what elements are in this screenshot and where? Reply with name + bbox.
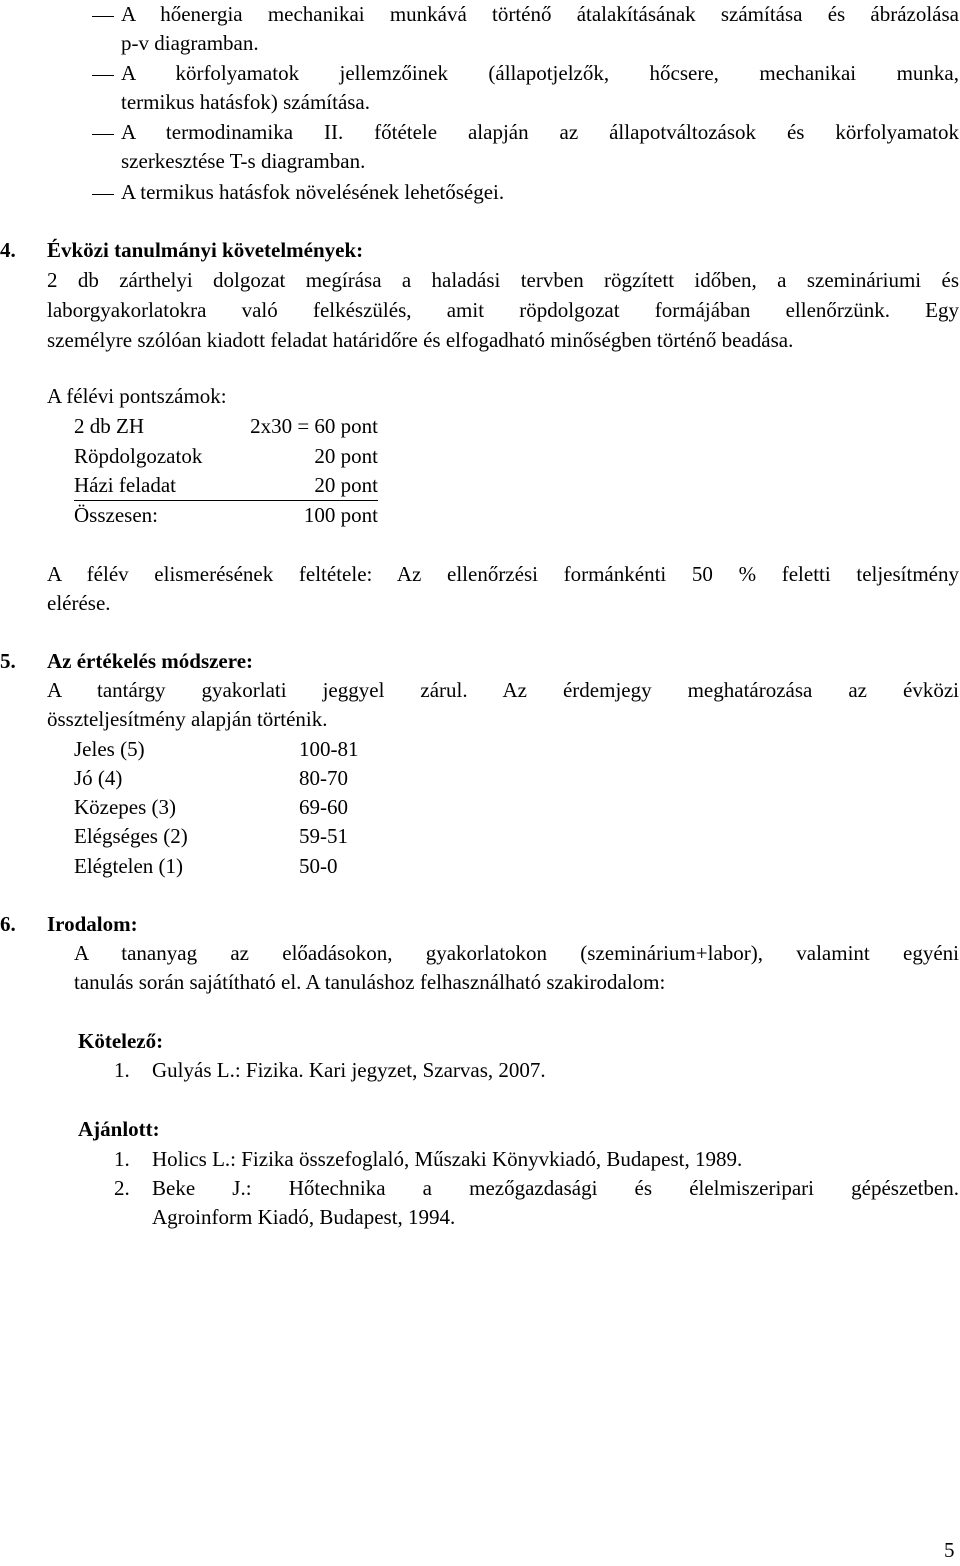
paragraph-line: személyre szólóan kiadott feladat határidőre és elfogadható minőségben történő beadása. — [47, 328, 794, 352]
points-value: 100 pont — [303, 503, 378, 527]
condition-line: A félév elismerésének feltétele: Az ellenőrzési formánkénti 50 % feletti teljesítmény — [47, 562, 959, 586]
grade-label: Közepes (3) — [74, 795, 177, 819]
section-number: 6. — [0, 912, 16, 936]
reference-number: 2. — [114, 1176, 130, 1200]
points-value: 20 pont — [314, 444, 378, 468]
paragraph-line: tanulás során sajátítható el. A tanuláshoz felhasználható szakirodalom: — [74, 970, 666, 994]
section-title: Az értékelés módszere: — [47, 649, 254, 673]
reference-text: Beke J.: Hőtechnika a mezőgazdasági és élelmiszeripari gépészetben. — [152, 1176, 959, 1200]
grade-range: 59-51 — [299, 824, 348, 848]
bullet-line: A termodinamika II. főtétele alapján az állapotváltozások és körfolyamatok — [121, 120, 959, 144]
points-value: 2x30 = 60 pont — [250, 414, 378, 438]
bullet-line: A körfolyamatok jellemzőinek (állapotjelzők, hőcsere, mechanikai munka, — [121, 61, 959, 85]
grade-label: Elégséges (2) — [74, 824, 188, 848]
grade-range: 100-81 — [299, 737, 359, 761]
points-label: Házi feladat — [74, 473, 177, 497]
page-number: 5 — [944, 1538, 955, 1562]
points-heading: A félévi pontszámok: — [47, 384, 227, 408]
bullet-line: szerkesztése T-s diagramban. — [121, 149, 366, 173]
recommended-heading: Ajánlott: — [78, 1117, 160, 1141]
points-label: Összesen: — [74, 503, 158, 527]
condition-line: elérése. — [47, 591, 111, 615]
grade-range: 80-70 — [299, 766, 348, 790]
reference-number: 1. — [114, 1058, 130, 1082]
bullet-line: termikus hatásfok) számítása. — [121, 90, 371, 114]
points-label: 2 db ZH — [74, 414, 144, 438]
reference-text: Holics L.: Fizika összefoglaló, Műszaki Könyvkiadó, Budapest, 1989. — [152, 1147, 743, 1171]
grade-label: Elégtelen (1) — [74, 854, 184, 878]
paragraph-line: A tantárgy gyakorlati jeggyel zárul. Az érdemjegy meghatározása az évközi — [47, 678, 959, 702]
reference-text: Gulyás L.: Fizika. Kari jegyzet, Szarvas, 2007. — [152, 1058, 546, 1082]
dash-icon — [92, 16, 114, 17]
bullet-line: A hőenergia mechanikai munkává történő átalakításának számítása és ábrázolása — [121, 2, 959, 26]
section-number: 4. — [0, 238, 16, 262]
reference-number: 1. — [114, 1147, 130, 1171]
section-number: 5. — [0, 649, 16, 673]
paragraph-line: A tananyag az előadásokon, gyakorlatokon (szeminárium+labor), valamint egyéni — [74, 941, 959, 965]
points-label: Röpdolgozatok — [74, 444, 203, 468]
paragraph-line: 2 db zárthelyi dolgozat megírása a haladási tervben rögzített időben, a szemináriumi és — [47, 268, 959, 292]
grade-range: 50-0 — [299, 854, 338, 878]
bullet-line: A termikus hatásfok növelésének lehetőségei. — [121, 180, 505, 204]
section-title: Évközi tanulmányi követelmények: — [47, 238, 364, 262]
grade-range: 69-60 — [299, 795, 348, 819]
grade-label: Jó (4) — [74, 766, 123, 790]
bullet-line: p-v diagramban. — [121, 31, 259, 55]
dash-icon — [92, 75, 114, 76]
grade-label: Jeles (5) — [74, 737, 145, 761]
paragraph-line: összteljesítmény alapján történik. — [47, 707, 328, 731]
paragraph-line: laborgyakorlatokra való felkészülés, amit röpdolgozat formájában ellenőrzünk. Egy — [47, 298, 959, 322]
section-title: Irodalom: — [47, 912, 138, 936]
reference-text: Agroinform Kiadó, Budapest, 1994. — [152, 1205, 456, 1229]
points-value: 20 pont — [314, 473, 378, 497]
dash-icon — [92, 134, 114, 135]
mandatory-heading: Kötelező: — [78, 1029, 164, 1053]
dash-icon — [92, 194, 114, 195]
